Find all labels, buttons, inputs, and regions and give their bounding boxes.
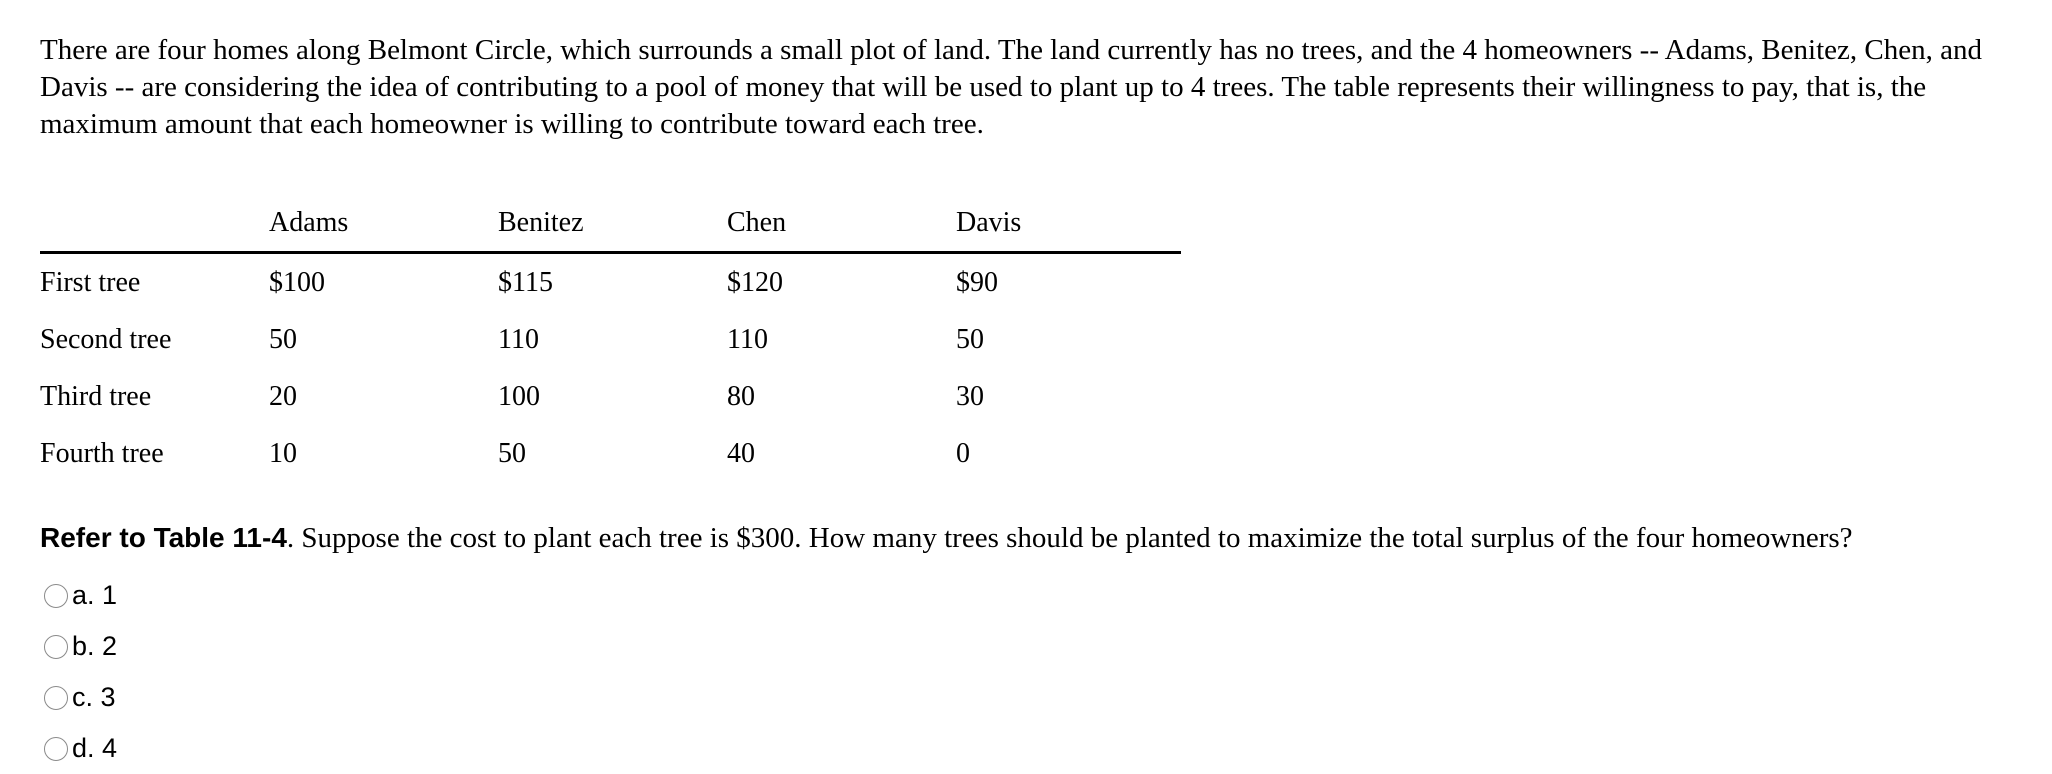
answer-option-b[interactable] bbox=[44, 621, 117, 672]
header-davis: Davis bbox=[956, 195, 1181, 253]
question-page bbox=[40, 32, 2000, 763]
table-reference: Refer to Table 11-4 bbox=[40, 522, 287, 553]
option-label: d. 4 bbox=[72, 733, 118, 763]
cell-adams: $100 bbox=[269, 266, 325, 298]
cell-adams: 50 bbox=[269, 323, 297, 355]
question-body: . Suppose the cost to plant each tree is $300. How many trees should be planted to maximize the total surplus of the four homeowners? bbox=[286, 522, 1853, 554]
cell-benitez: 50 bbox=[498, 437, 526, 469]
option-label: c. 3 bbox=[72, 682, 116, 712]
answer-option-d[interactable] bbox=[44, 723, 117, 774]
option-label: a. 1 bbox=[72, 580, 118, 610]
header-adams: Adams bbox=[269, 195, 498, 253]
header-benitez: Benitez bbox=[498, 195, 727, 253]
cell-chen: 80 bbox=[727, 380, 755, 412]
cell-chen: 110 bbox=[727, 323, 768, 355]
cell-chen: 40 bbox=[727, 437, 755, 469]
cell-davis: 0 bbox=[956, 437, 970, 469]
table-row bbox=[40, 368, 1181, 425]
table-row bbox=[40, 253, 1181, 312]
row-label: Second tree bbox=[40, 323, 172, 355]
cell-adams: 20 bbox=[269, 380, 297, 412]
cell-benitez: 100 bbox=[498, 380, 540, 412]
cell-davis: 30 bbox=[956, 380, 984, 412]
cell-davis: 50 bbox=[956, 323, 984, 355]
cell-benitez: $115 bbox=[498, 266, 553, 298]
answer-option-c[interactable] bbox=[44, 672, 117, 723]
row-label: Fourth tree bbox=[40, 437, 164, 469]
radio-button[interactable] bbox=[44, 686, 68, 710]
cell-davis: $90 bbox=[956, 266, 998, 298]
answer-option-a[interactable] bbox=[44, 570, 117, 621]
option-label: b. 2 bbox=[72, 631, 118, 661]
header-blank bbox=[40, 195, 269, 253]
radio-button[interactable] bbox=[44, 635, 68, 659]
cell-adams: 10 bbox=[269, 437, 297, 469]
answer-options bbox=[44, 570, 117, 774]
cell-benitez: 110 bbox=[498, 323, 539, 355]
radio-button[interactable] bbox=[44, 737, 68, 761]
table-row bbox=[40, 311, 1181, 368]
table-row bbox=[40, 425, 1181, 482]
row-label: First tree bbox=[40, 266, 141, 298]
cell-chen: $120 bbox=[727, 266, 783, 298]
radio-button[interactable] bbox=[44, 584, 68, 608]
intro-paragraph: There are four homes along Belmont Circle, which surrounds a small plot of land. The land currently has no trees, and the 4 homeowners -- Adams, Benitez, Chen, and Davis -- are considering the idea of contributing to a pool of money that will be used to plant up to 4 trees. The table represents their willingness to pay, that is, the maximum amount that each homeowner is willing to contribute toward each tree. bbox=[40, 34, 1982, 140]
question-text bbox=[40, 518, 1853, 558]
row-label: Third tree bbox=[40, 380, 152, 412]
willingness-to-pay-table bbox=[40, 195, 1181, 482]
header-chen: Chen bbox=[727, 195, 956, 253]
table-header-row bbox=[40, 195, 1181, 253]
